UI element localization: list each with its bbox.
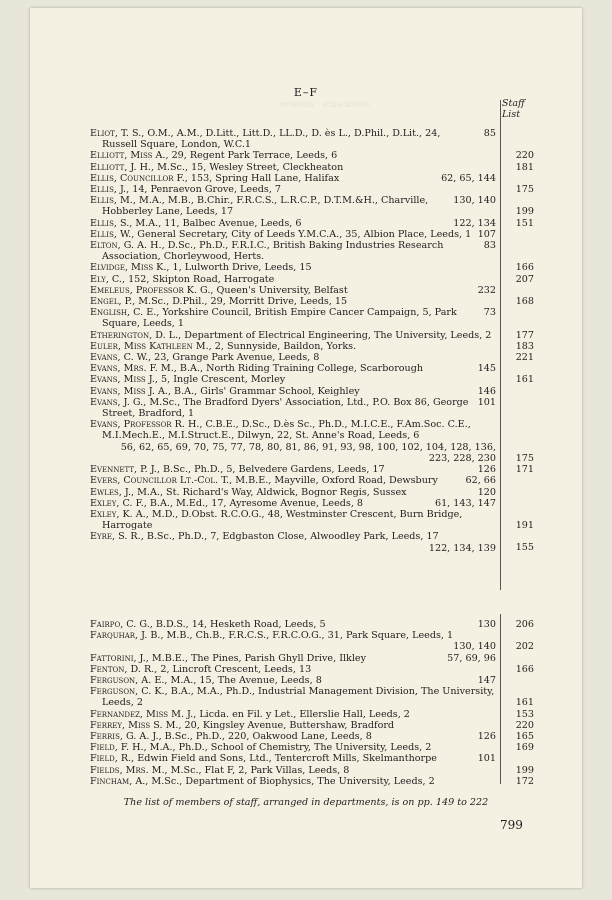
- entry-page-refs: 62, 66: [465, 475, 496, 487]
- entry-name: Evans, Miss J.,: [90, 374, 158, 386]
- entry-name: Fernandez, Miss M. J.,: [90, 708, 197, 720]
- entry-details: 29, Regent Park Terrace, Leeds, 6: [168, 150, 338, 162]
- entry-page-refs: 122, 134: [453, 217, 496, 229]
- staff-list-page: 175: [515, 452, 534, 464]
- entry-name: Evers, Councillor Lt.-Col. T.,: [90, 475, 233, 487]
- entry-page-refs: 145: [477, 363, 496, 375]
- index-entry: [90, 765, 496, 776]
- index-entry: [90, 475, 496, 486]
- column-divider: [500, 100, 501, 590]
- staff-list-page: 177: [515, 329, 534, 341]
- index-entry: [90, 509, 496, 531]
- entry-details: 20, Kingsley Avenue, Buttershaw, Bradford: [181, 719, 395, 731]
- page-heading: E–F: [293, 86, 319, 99]
- entry-details: 152, Skipton Road, Harrogate: [125, 273, 275, 285]
- entry-details: 5, Ingle Crescent, Morley: [157, 374, 286, 386]
- f-entries-list: [90, 619, 496, 787]
- staff-list-page: 161: [515, 696, 534, 708]
- entry-details: 2, Lincroft Crescent, Leeds, 13: [157, 663, 312, 675]
- entry-name: Elliott, J. H.,: [90, 161, 155, 173]
- entry-page-refs: 85: [483, 128, 496, 139]
- index-entry: [90, 776, 496, 787]
- index-entry: [90, 498, 496, 509]
- entry-page-refs: 101: [477, 396, 496, 408]
- entry-name: Evans, C. W.,: [90, 352, 152, 364]
- column-divider: [500, 614, 501, 784]
- index-entry: [90, 464, 496, 475]
- index-entry: [90, 285, 496, 296]
- entry-details: C.B.E., D.Sc., D.ès Sc., Ph.D., M.I.C.E., F.Am.Soc. C.E., M.I.Mech.E., M.I.Struct.E., Dilwyn, 22, St. Anne's Road, Leeds, 6: [102, 419, 471, 442]
- entry-page-refs: 232: [477, 284, 496, 296]
- staff-list-page: 171: [515, 463, 534, 475]
- staff-list-page: 207: [515, 273, 534, 285]
- staff-list-page: 183: [515, 340, 534, 352]
- entry-name: Evans, Mrs. F. M.,: [90, 363, 177, 375]
- entry-name: Emeleus, Professor K. G.,: [90, 284, 214, 296]
- staff-list-page: 153: [515, 708, 534, 720]
- entry-name: Exley, C. F.,: [90, 497, 147, 509]
- staff-list-page: 172: [515, 775, 534, 787]
- entry-name: Ferrey, Miss S. M.,: [90, 719, 182, 731]
- staff-list-page: 165: [515, 730, 534, 742]
- index-entry: [90, 195, 496, 217]
- entry-name: Engel, P.,: [90, 296, 136, 308]
- index-entry: [90, 742, 496, 753]
- entry-name: Elliott, Miss A.,: [90, 150, 169, 162]
- staff-list-page: 221: [515, 351, 534, 363]
- entry-details: M.Sc., The Bradford Dyers' Association, Ltd., P.O. Box 86, George Street, Bradford, 1: [102, 396, 469, 420]
- entry-page-refs: 101: [477, 753, 496, 765]
- index-entry: [90, 487, 496, 498]
- entry-details: M.B.E., Mayville, Oxford Road, Dewsbury: [232, 475, 438, 487]
- entry-details: M.Sc., 15, Wesley Street, Cleckheaton: [154, 161, 344, 173]
- index-entry: [90, 720, 496, 731]
- entry-details: M.B., Ch.B., F.R.C.S., F.R.C.O.G., 31, Park Square, Leeds, 1: [163, 630, 454, 642]
- index-entry: [90, 363, 496, 374]
- bleed-through-text: members · subscribers: [280, 100, 370, 110]
- index-entry: [90, 218, 496, 229]
- staff-list-page: 161: [515, 373, 534, 385]
- entry-name: Evans, J. G.,: [90, 396, 147, 408]
- entry-name: English, C. E.,: [90, 307, 160, 319]
- index-entry: [90, 330, 496, 341]
- entry-name: Ferguson, A. E.,: [90, 675, 168, 687]
- entry-details: M.Sc., Department of Biophysics, The University, Leeds, 2: [148, 775, 435, 787]
- index-entry: [90, 352, 496, 363]
- staff-list-page: 151: [515, 217, 534, 229]
- index-entry: [90, 397, 496, 419]
- entry-details: 23, Grange Park Avenue, Leeds, 8: [151, 352, 320, 364]
- entry-details: B.A., M.A., Ph.D., Industrial Management Division, The University, Leeds, 2: [102, 686, 495, 709]
- entry-details: M.A., St. Richard's Way, Aldwick, Bognor Regis, Sussex: [134, 486, 407, 498]
- entry-details: B.A., M.Ed., 17, Ayresome Avenue, Leeds, 8: [146, 497, 364, 509]
- entry-name: Fenton, D. R.,: [90, 663, 158, 675]
- index-entry: [90, 184, 496, 195]
- index-entry: [90, 274, 496, 285]
- entry-page-refs: 130, 140: [453, 195, 496, 207]
- entry-page-refs: 83: [483, 240, 496, 252]
- staff-list-header: [502, 98, 525, 120]
- entry-details: M.A., Ph.D., School of Chemistry, The University, Leeds, 2: [146, 742, 432, 754]
- index-entry: [90, 664, 496, 675]
- entry-page-refs: 122, 134, 139: [428, 542, 496, 554]
- index-entry: [90, 675, 496, 686]
- entry-name: Ellis, M.,: [90, 195, 136, 207]
- staff-list-page: 220: [515, 149, 534, 161]
- entry-page-refs: 147: [477, 675, 496, 687]
- staff-list-note: The list of members of staff, arranged in departments, is on pp. 149 to 222: [123, 797, 489, 808]
- staff-header-line-2: List: [502, 109, 521, 120]
- entry-details: 153, Spring Hall Lane, Halifax: [187, 172, 340, 184]
- entry-page-refs: 146: [477, 385, 496, 397]
- entry-page-refs: 73: [483, 307, 496, 319]
- entry-name: Fairpo, C. G.,: [90, 619, 153, 630]
- entry-name: Ellis, Councillor F.,: [90, 172, 188, 184]
- entry-details: 2, Sunnyside, Baildon, Yorks.: [211, 340, 357, 352]
- index-entry: [90, 150, 496, 161]
- entry-details: B.D.S., 14, Hesketh Road, Leeds, 5: [152, 619, 326, 630]
- index-entry: [90, 419, 496, 464]
- entry-details: M.A., 15, The Avenue, Leeds, 8: [167, 675, 322, 687]
- index-entry: [90, 374, 496, 385]
- entry-details: M.A., M.B., B.Chir., F.R.C.S., L.R.C.P., D.T.M.&H., Charville, Hobberley Lane, Leeds, 17: [102, 195, 429, 218]
- index-entry: [90, 128, 496, 150]
- entry-page-refs: 56, 62, 65, 69, 70, 75, 77, 78, 80, 81, 86, 91, 93, 98, 100, 102, 104, 128, 136, 223, 228, 230: [120, 441, 496, 464]
- entry-name: Exley, K. A.,: [90, 508, 149, 520]
- staff-list-page: 169: [515, 741, 534, 753]
- entry-name: Evans, Miss J. A.,: [90, 385, 171, 397]
- entry-details: M.B.E., The Pines, Parish Ghyll Drive, Ilkley: [148, 652, 367, 664]
- index-entry: [90, 653, 496, 664]
- entry-details: O.M., A.M., D.Litt., Litt.D., LL.D., D. ès L., D.Phil., D.Lit., 24, Russell Square, London, W.C.1: [102, 128, 441, 151]
- entry-details: B.Sc., Ph.D., 5, Belvedere Gardens, Leeds, 17: [159, 464, 385, 476]
- entry-name: Ferris, G. A. J.,: [90, 731, 162, 743]
- e-entries-list: [90, 128, 496, 554]
- entry-details: Licda. en Fil. y Let., Ellerslie Hall, Leeds, 2: [196, 708, 410, 720]
- entry-name: Elton, G. A. H.,: [90, 240, 165, 252]
- staff-list-page: 168: [515, 295, 534, 307]
- entry-name: Ferguson, C. K.,: [90, 686, 168, 698]
- index-entry: [90, 296, 496, 307]
- entry-details: B.A., Girls' Grammar School, Keighley: [171, 385, 360, 397]
- book-page: [30, 8, 582, 888]
- entry-page-refs: 57, 69, 96: [447, 652, 496, 664]
- entry-details: Queen's University, Belfast: [213, 284, 348, 296]
- index-entry: [90, 753, 496, 764]
- staff-list-page: 181: [515, 161, 534, 173]
- entry-details: Edwin Field and Sons, Ltd., Tentercroft Mills, Skelmanthorpe: [134, 753, 437, 765]
- staff-list-page: 206: [515, 618, 534, 630]
- index-entry: [90, 229, 496, 240]
- index-entry: [90, 386, 496, 397]
- entry-name: Fattorini, J.,: [90, 652, 149, 664]
- index-entry: [90, 686, 496, 708]
- staff-list-page: 191: [515, 519, 534, 531]
- entry-page-refs: 120: [477, 486, 496, 498]
- staff-list-page: 199: [515, 764, 534, 776]
- entry-details: General Secretary, City of Leeds Y.M.C.A., 35, Albion Place, Leeds, 1: [134, 228, 472, 240]
- entry-name: Eyre, S. R.,: [90, 531, 144, 543]
- entry-name: Field, R.,: [90, 753, 135, 765]
- page-number: 799: [500, 818, 523, 832]
- entry-details: M.Sc., D.Phil., 29, Morritt Drive, Leeds, 15: [135, 296, 348, 308]
- entry-name: Field, F. H.,: [90, 742, 147, 754]
- staff-list-page: 155: [515, 541, 534, 553]
- entry-name: Elvidge, Miss K.,: [90, 262, 170, 274]
- index-entry: [90, 173, 496, 184]
- entry-details: B.A., North Riding Training College, Scarborough: [176, 363, 424, 375]
- entry-page-refs: 130: [477, 619, 496, 630]
- entry-page-refs: 126: [477, 464, 496, 476]
- entry-name: Farquhar, J. B.,: [90, 630, 164, 642]
- entry-page-refs: 62, 65, 144: [441, 172, 496, 184]
- staff-list-page: 220: [515, 719, 534, 731]
- entry-name: Ely, C.,: [90, 273, 126, 285]
- entry-details: B.Sc., Ph.D., 220, Oakwood Lane, Leeds, 8: [161, 731, 372, 743]
- index-entry: [90, 709, 496, 720]
- staff-list-page: 175: [515, 183, 534, 195]
- staff-header-line-1: Staff: [502, 98, 525, 109]
- entry-details: Yorkshire Council, British Empire Cancer Campaign, 5, Park Square, Leeds, 1: [102, 307, 457, 330]
- entry-details: Department of Electrical Engineering, The University, Leeds, 2: [181, 329, 492, 341]
- entry-name: Ellis, J.,: [90, 184, 130, 196]
- entry-name: Eliot, T. S.,: [90, 128, 145, 139]
- entry-details: 14, Penraevon Grove, Leeds, 7: [129, 184, 282, 196]
- entry-name: Ewles, J.,: [90, 486, 135, 498]
- staff-list-page: 166: [515, 663, 534, 675]
- index-entry: [90, 619, 496, 630]
- index-entry: [90, 341, 496, 352]
- entry-details: D.Sc., Ph.D., F.R.I.C., British Baking Industries Research Association, Chorleywood, Herts.: [102, 240, 444, 263]
- index-entry: [90, 240, 496, 262]
- index-entry: [90, 262, 496, 273]
- entry-details: 1, Lulworth Drive, Leeds, 15: [169, 262, 312, 274]
- staff-list-page: 199: [515, 205, 534, 217]
- index-entry: [90, 162, 496, 173]
- staff-list-page: 166: [515, 261, 534, 273]
- entry-name: Evennett, P. J.,: [90, 464, 160, 476]
- entry-page-refs: 61, 143, 147: [434, 497, 496, 509]
- entry-details: M.A., 11, Balbec Avenue, Leeds, 6: [132, 217, 302, 229]
- entry-page-refs: 130, 140: [453, 641, 496, 653]
- entry-page-refs: 107: [477, 228, 496, 240]
- index-entry: [90, 630, 496, 652]
- index-entry: [90, 731, 496, 742]
- entry-details: B.Sc., Ph.D., 7, Edgbaston Close, Alwoodley Park, Leeds, 17: [143, 531, 439, 543]
- index-entry: [90, 531, 496, 553]
- index-entry: [90, 307, 496, 329]
- entry-page-refs: 126: [477, 731, 496, 743]
- entry-details: M.D., D.Obst. R.C.O.G., 48, Westminster Crescent, Burn Bridge, Harrogate: [102, 508, 463, 532]
- entry-name: Ellis, S.,: [90, 217, 133, 229]
- entry-name: Ellis, W.,: [90, 228, 135, 240]
- staff-list-page: 202: [515, 640, 534, 652]
- entry-name: Etherington, D. L.,: [90, 329, 182, 341]
- entry-name: Fincham, A.,: [90, 775, 149, 787]
- entry-details: M.Sc., Flat F, 2, Park Villas, Leeds, 8: [167, 764, 350, 776]
- entry-name: Euler, Miss Kathleen M.,: [90, 340, 212, 352]
- entry-name: Fields, Mrs. M.,: [90, 764, 168, 776]
- entry-name: Evans, Professor R. H.,: [90, 419, 203, 431]
